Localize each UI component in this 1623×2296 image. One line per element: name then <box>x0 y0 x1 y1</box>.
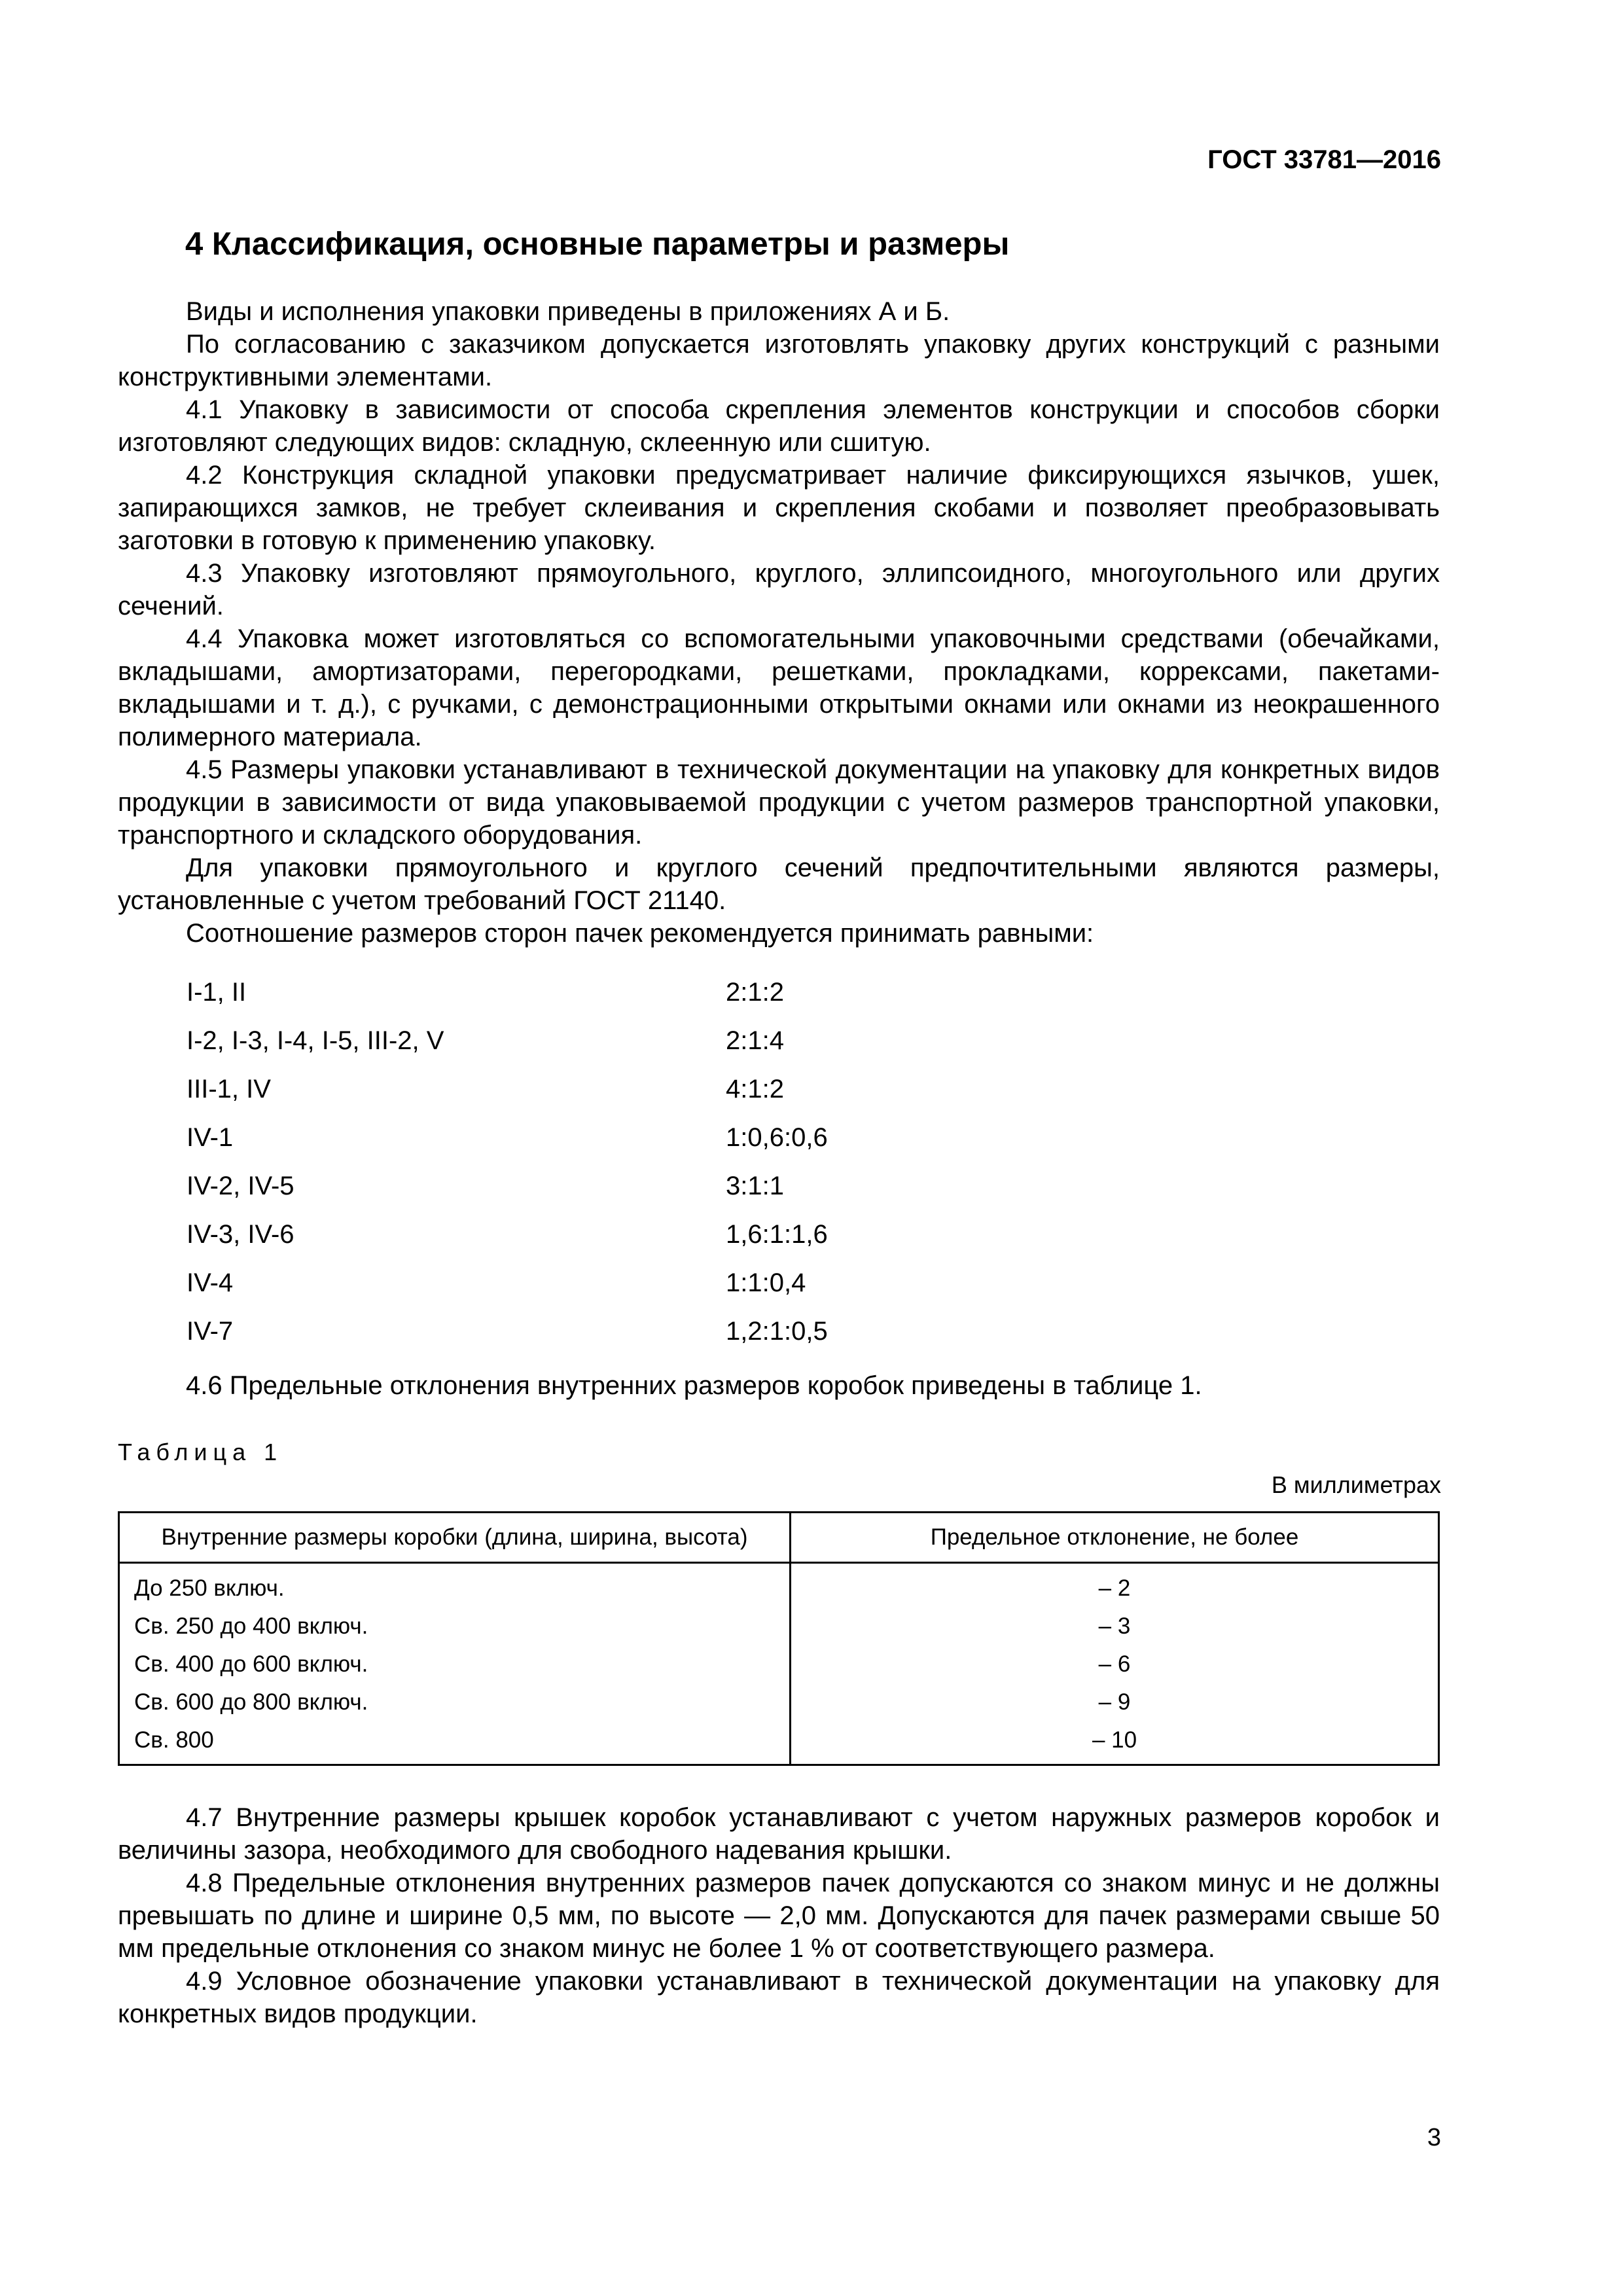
size-range-cell: Св. 400 до 600 включ. <box>119 1645 791 1683</box>
paragraph-4-8: 4.8 Предельные отклонения внутренних размеров пачек допускаются со знаком минус и не должны превышать по длине и ширине 0,5 мм, по высоте — 2,0 мм. Допускаются для пачек размерами свыше 50 мм предельные отклонения со знаком минус не более 1 % от соответствующего размера. <box>118 1869 1440 1963</box>
ratio-row <box>187 1162 841 1210</box>
ratio-types: IV-1 <box>187 1123 234 1152</box>
ratio-types: IV-4 <box>187 1268 234 1297</box>
paragraph-variants: Виды и исполнения упаковки приведены в приложениях А и Б. <box>186 297 950 326</box>
size-range-cell: Св. 600 до 800 включ. <box>119 1683 791 1721</box>
ratio-value: 1:0,6:0,6 <box>726 1123 828 1152</box>
ratio-row <box>187 968 841 1016</box>
document-code: ГОСТ 33781—2016 <box>1207 145 1441 174</box>
paragraph-4-9: 4.9 Условное обозначение упаковки устанавливают в технической документации на упаковку для конкретных видов продукции. <box>118 1967 1440 2028</box>
ratio-row <box>187 1065 841 1113</box>
ratio-row <box>187 1016 841 1065</box>
ratio-value: 2:1:2 <box>726 978 784 1007</box>
paragraph-4-6-wrapper <box>118 1369 1440 1402</box>
ratio-value: 2:1:4 <box>726 1026 784 1055</box>
page-number: 3 <box>1427 2124 1441 2151</box>
paragraph-ratio-intro: Соотношение размеров сторон пачек рекомендуется принимать равными: <box>186 919 1094 948</box>
deviation-table <box>118 1511 1440 1766</box>
ratio-value: 4:1:2 <box>726 1075 784 1103</box>
table-row <box>119 1607 1439 1645</box>
deviation-cell: – 3 <box>791 1607 1439 1645</box>
size-range-cell: До 250 включ. <box>119 1563 791 1608</box>
paragraph-4-1: 4.1 Упаковку в зависимости от способа скрепления элементов конструкции и способов сборки изготовляют следующих видов: складную, склеенную или сшитую. <box>118 395 1440 457</box>
ratio-row <box>187 1307 841 1355</box>
deviation-cell: – 2 <box>791 1563 1439 1608</box>
ratio-row <box>187 1259 841 1307</box>
section-title: 4 Классификация, основные параметры и размеры <box>185 226 1010 262</box>
paragraph-preferred-sizes: Для упаковки прямоугольного и круглого сечений предпочтительными являются размеры, установленные с учетом требований ГОСТ 21140. <box>118 853 1440 915</box>
ratio-value: 3:1:1 <box>726 1172 784 1200</box>
column-header-sizes: Внутренние размеры коробки (длина, ширина, высота) <box>119 1513 791 1563</box>
ratio-row <box>187 1113 841 1162</box>
closing-text <box>118 1801 1440 2030</box>
paragraph-agreement: По согласованию с заказчиком допускается изготовлять упаковку других конструкций с разными конструктивными элементами. <box>118 330 1440 391</box>
deviation-cell: – 6 <box>791 1645 1439 1683</box>
ratio-types: I-1, II <box>187 978 247 1007</box>
table-row <box>119 1563 1439 1608</box>
ratio-row <box>187 1210 841 1259</box>
table-row <box>119 1721 1439 1765</box>
column-header-deviation: Предельное отклонение, не более <box>791 1513 1439 1563</box>
ratio-value: 1:1:0,4 <box>726 1268 806 1297</box>
ratio-types: IV-7 <box>187 1317 234 1346</box>
paragraph-4-3: 4.3 Упаковку изготовляют прямоугольного, круглого, эллипсоидного, многоугольного или других сечений. <box>118 559 1440 620</box>
ratio-types: III-1, IV <box>187 1075 271 1103</box>
table-row <box>119 1645 1439 1683</box>
intro-text <box>118 295 1440 950</box>
table-title: Таблица 1 <box>118 1439 283 1465</box>
paragraph-4-6: 4.6 Предельные отклонения внутренних размеров коробок приведены в таблице 1. <box>186 1371 1202 1400</box>
size-range-cell: Св. 250 до 400 включ. <box>119 1607 791 1645</box>
table-header-row <box>119 1513 1439 1563</box>
paragraph-4-4: 4.4 Упаковка может изготовляться со вспомогательными упаковочными средствами (обечайками, вкладышами, амортизаторами, перегородками, решетками, прокладками, коррексами, пакетами-вкладышами и т. д.), с ручками, с демонстрационными открытыми окнами или окнами из неокрашенного полимерного материала. <box>118 624 1440 751</box>
ratio-types: IV-2, IV-5 <box>187 1172 294 1200</box>
size-range-cell: Св. 800 <box>119 1721 791 1765</box>
deviation-cell: – 9 <box>791 1683 1439 1721</box>
ratio-value: 1,6:1:1,6 <box>726 1220 828 1249</box>
ratio-list <box>187 968 841 1355</box>
table-row <box>119 1683 1439 1721</box>
paragraph-4-5: 4.5 Размеры упаковки устанавливают в технической документации на упаковку для конкретных видов продукции в зависимости от вида упаковываемой продукции с учетом размеров транспортной упаковки, транспортного и складского оборудования. <box>118 755 1440 850</box>
ratio-types: I-2, I-3, I-4, I-5, III-2, V <box>187 1026 444 1055</box>
ratio-value: 1,2:1:0,5 <box>726 1317 828 1346</box>
paragraph-4-2: 4.2 Конструкция складной упаковки предусматривает наличие фиксирующихся язычков, ушек, запирающихся замков, не требует склеивания и скрепления скобами и позволяет преобразовывать заготовки в готовую к применению упаковку. <box>118 461 1440 555</box>
ratio-types: IV-3, IV-6 <box>187 1220 294 1249</box>
paragraph-4-7: 4.7 Внутренние размеры крышек коробок устанавливают с учетом наружных размеров коробок и величины зазора, необходимого для свободного надевания крышки. <box>118 1803 1440 1865</box>
deviation-cell: – 10 <box>791 1721 1439 1765</box>
table-units: В миллиметрах <box>1271 1471 1441 1498</box>
